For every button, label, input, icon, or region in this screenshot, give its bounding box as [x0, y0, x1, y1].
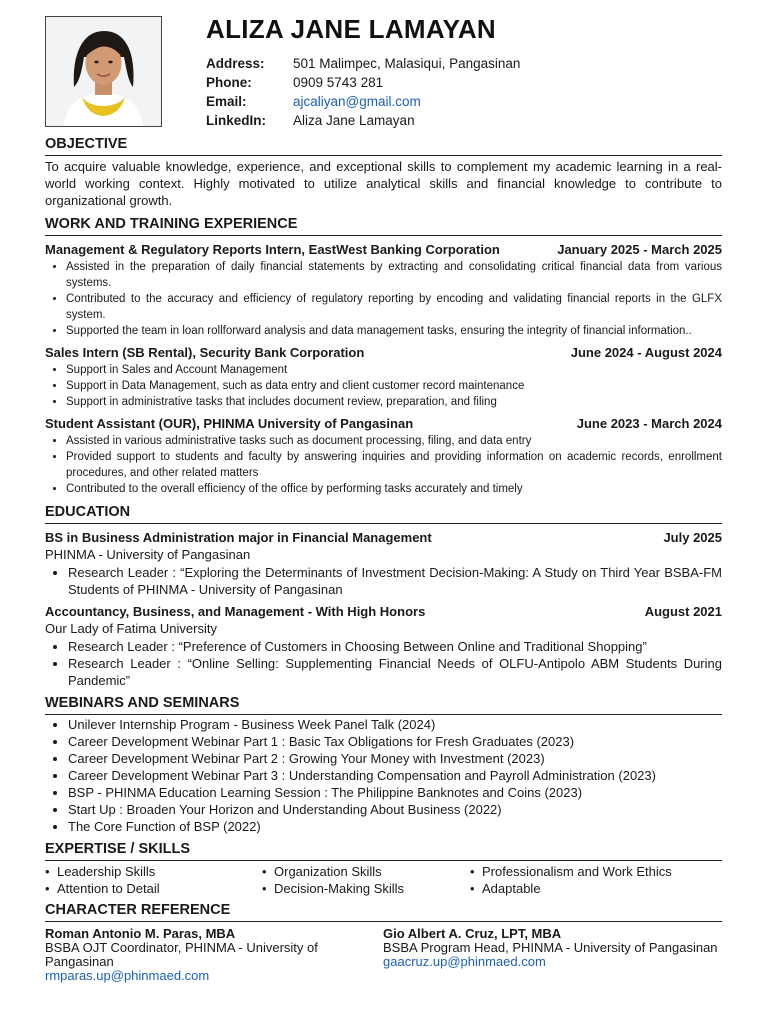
contact-label: Phone: [206, 75, 252, 90]
school-name: PHINMA - University of Pangasinan [45, 547, 251, 562]
list-item: • Support in Data Management, such as data entry and client customer record maintenance [66, 378, 722, 394]
resume-header [45, 14, 722, 132]
job-heading [45, 416, 722, 432]
education-heading [45, 604, 722, 620]
list-item: • Research Leader : “Online Selling: Supplementing Financial Needs of OLFU-Antipolo ABM Students During Pandemic” [68, 655, 722, 689]
applicant-name: ALIZA JANE LAMAYAN [206, 14, 496, 44]
job-role: Student Assistant (OUR), PHINMA University of Pangasinan [45, 416, 414, 431]
section-title-webinars: WEBINARS AND SEMINARS [45, 695, 722, 715]
skill-item: • Adaptable [470, 880, 700, 897]
job-heading [45, 345, 722, 361]
job-dates: June 2023 - March 2024 [576, 416, 722, 431]
list-item: • Career Development Webinar Part 1 : Basic Tax Obligations for Fresh Graduates (2023) [68, 733, 722, 750]
webinar-list [45, 716, 722, 835]
job-role: Sales Intern (SB Rental), Security Bank Corporation [45, 345, 365, 360]
list-item: • Support in administrative tasks that includes document review, preparation, and filing [66, 394, 722, 410]
list-item: • Assisted in various administrative tasks such as document processing, filing, and data entry [66, 433, 722, 449]
contact-address [206, 54, 520, 73]
degree-date: July 2025 [663, 530, 722, 545]
contact-block [206, 54, 520, 130]
list-item: • Career Development Webinar Part 2 : Growing Your Money with Investment (2023) [68, 750, 722, 767]
contact-label: Address: [206, 56, 265, 71]
contact-label: LinkedIn: [206, 113, 266, 128]
reference-card [383, 927, 721, 983]
linkedin-value: Aliza Jane Lamayan [293, 113, 415, 128]
school-name: Our Lady of Fatima University [45, 621, 217, 636]
list-item: • The Core Function of BSP (2022) [68, 818, 722, 835]
reference-email-link[interactable]: rmparas.up@phinmaed.com [45, 968, 210, 983]
education-bullets [45, 564, 722, 598]
reference-position: BSBA Program Head, PHINMA - University of Pangasinan [383, 940, 718, 955]
contact-phone [206, 73, 520, 92]
reference-name: Gio Albert A. Cruz, LPT, MBA [383, 926, 562, 941]
job-heading [45, 242, 722, 258]
list-item: • Contributed to the overall efficiency of the office by performing tasks accurately and timely [66, 481, 722, 497]
list-item: • BSP - PHINMA Education Learning Session : The Philippine Banknotes and Coins (2023) [68, 784, 722, 801]
skill-item: • Decision-Making Skills [262, 880, 470, 897]
section-title-skills: EXPERTISE / SKILLS [45, 841, 722, 861]
email-link[interactable]: ajcaliyan@gmail.com [293, 94, 421, 109]
reference-list [45, 927, 722, 983]
skills-column [262, 863, 470, 897]
section-title-objective: OBJECTIVE [45, 136, 722, 156]
contact-label: Email: [206, 94, 247, 109]
objective-text: To acquire valuable knowledge, experience, and exceptional skills to complement my academic learning in a real-world working context. Highly motivated to utilize analytical skills and financial knowledge to contribute to organizational growth. [45, 159, 722, 208]
education-bullets [45, 638, 722, 689]
degree-date: August 2021 [644, 604, 722, 619]
reference-email-link[interactable]: gaacruz.up@phinmaed.com [383, 954, 546, 969]
skill-item: • Attention to Detail [45, 880, 262, 897]
degree-name: BS in Business Administration major in Financial Management [45, 530, 432, 545]
list-item: • Start Up : Broaden Your Horizon and Understanding About Business (2022) [68, 801, 722, 818]
reference-position: BSBA OJT Coordinator, PHINMA - University of Pangasinan [45, 940, 318, 969]
degree-name: Accountancy, Business, and Management - With High Honors [45, 604, 426, 619]
list-item: • Contributed to the accuracy and efficiency of regulatory reporting by encoding and validating financial reports in the GLFX system. [66, 291, 722, 323]
job-bullets [45, 259, 722, 339]
contact-linkedin [206, 111, 520, 130]
section-title-references: CHARACTER REFERENCE [45, 902, 722, 922]
reference-name: Roman Antonio M. Paras, MBA [45, 926, 236, 941]
profile-photo-illustration [46, 17, 161, 126]
skills-column [45, 863, 262, 897]
job-role: Management & Regulatory Reports Intern, EastWest Banking Corporation [45, 242, 500, 257]
list-item: • Assisted in the preparation of daily financial statements by extracting and consolidating critical financial data from various systems. [66, 259, 722, 291]
education-heading [45, 530, 722, 546]
reference-card [45, 927, 383, 983]
job-dates: June 2024 - August 2024 [570, 345, 722, 360]
skill-item: • Leadership Skills [45, 863, 262, 880]
list-item: • Support in Sales and Account Management [66, 362, 722, 378]
address-value: 501 Malimpec, Malasiqui, Pangasinan [293, 56, 521, 71]
job-bullets [45, 362, 722, 410]
phone-value: 0909 5743 281 [293, 75, 384, 90]
job-bullets [45, 433, 722, 497]
list-item: • Unilever Internship Program - Business Week Panel Talk (2024) [68, 716, 722, 733]
list-item: • Supported the team in loan rollforward analysis and data management tasks, ensuring the integrity of financial information.. [66, 323, 722, 339]
list-item: • Career Development Webinar Part 3 : Understanding Compensation and Payroll Administration (2023) [68, 767, 722, 784]
section-title-education: EDUCATION [45, 504, 722, 524]
skills-grid [45, 863, 722, 897]
contact-email [206, 92, 520, 111]
resume-page [45, 14, 722, 983]
list-item: • Research Leader : “Exploring the Determinants of Investment Decision-Making: A Study on Third Year BSBA-FM Students of PHINMA - University of Pangasinan [68, 564, 722, 598]
section-title-work: WORK AND TRAINING EXPERIENCE [45, 216, 722, 236]
job-dates: January 2025 - March 2025 [557, 242, 722, 257]
skill-item: • Organization Skills [262, 863, 470, 880]
skill-item: • Professionalism and Work Ethics [470, 863, 700, 880]
list-item: • Provided support to students and faculty by answering inquiries and providing information on academic records, enrollment procedures, and other related matters [66, 449, 722, 481]
list-item: • Research Leader : “Preference of Customers in Choosing Between Online and Traditional Shopping” [68, 638, 722, 655]
profile-photo [45, 16, 162, 127]
skills-column [470, 863, 700, 897]
